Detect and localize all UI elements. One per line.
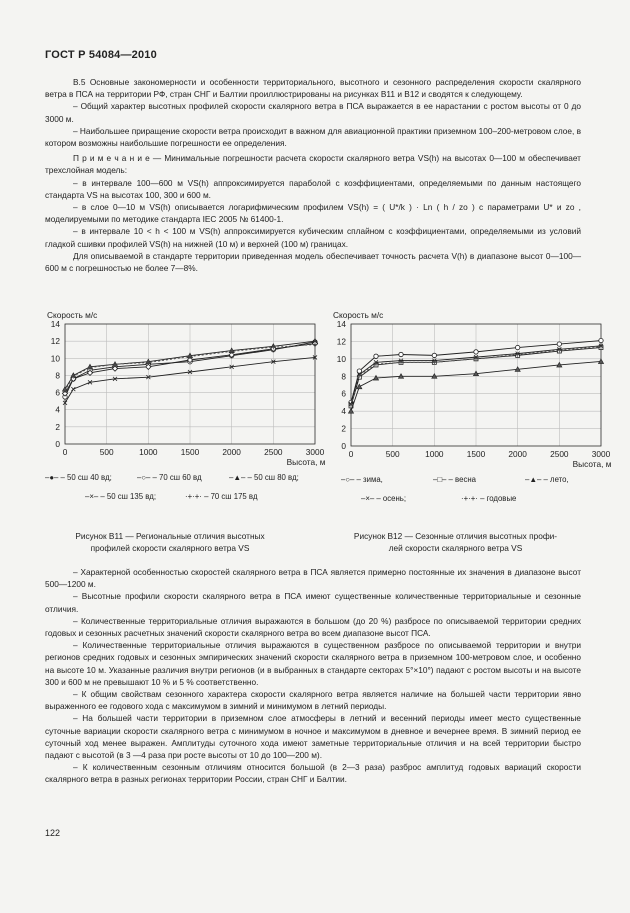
x-tick-label: 0: [348, 449, 354, 459]
figures-svg: [35, 308, 612, 563]
legend-item: [525, 475, 569, 484]
paragraph: – Количественные территориальные отличия выражаются в большом (до 20 %) разбросе по описываемой территории средних годовых и сезонных расчетных значений скорости скалярного ветра во всем диапазоне высот ПСА.: [45, 615, 581, 639]
chart-b12: [333, 310, 612, 503]
legend-symbol: ·+·+·: [461, 494, 478, 503]
caption-line: Рисунок В11 — Региональные отличия высотных: [75, 531, 265, 541]
legend-symbol: –○–: [341, 475, 355, 484]
x-tick-label: 1500: [466, 449, 486, 459]
x-tick-label: 500: [385, 449, 400, 459]
y-tick-label: 14: [50, 319, 60, 329]
legend-symbol: –▲–: [525, 475, 542, 484]
y-tick-label: 2: [55, 421, 60, 432]
y-tick-label: 0: [55, 439, 60, 449]
legend-symbol: –□–: [433, 475, 447, 484]
legend-label: – 50 сш 40 вд;: [58, 473, 112, 482]
paragraph: – На большей части территории в приземном слое атмосферы в летний и весенний периоды имеет место существенные суточные вариации скорости скалярного ветра с минимумом в ночное и максимумом в дневное и вечернее время. В зимний период ее суточный ход менее выражен. Амплитуды суточного хода имеют заметные территориальные отличия и на всей территории быстро падают с высотой (в 3 —4 раза при росте высоты от 10 до 100—200 м).: [45, 713, 581, 761]
legend-item: [461, 494, 516, 503]
legend-symbol: –○–: [137, 473, 151, 482]
legend-label: – 70 сш 175 вд: [201, 492, 258, 501]
caption-line: профилей скорости скалярного ветра VS: [90, 543, 250, 553]
data-point: [374, 354, 378, 358]
legend-item: [341, 475, 383, 484]
data-point: [432, 353, 436, 357]
note-paragraph: П р и м е ч а н и е — Минимальные погрешности расчета скорости скалярного ветра VS(h) на высотах 0—100 м обеспечивает трехслойная модель:: [45, 153, 581, 176]
legend-item: [137, 473, 202, 482]
document-header: ГОСТ Р 54084—2010: [45, 49, 157, 61]
figure-caption-b11: [35, 530, 305, 554]
legend-label: – осень;: [374, 494, 407, 503]
x-tick-label: 2000: [508, 449, 527, 459]
y-tick-label: 10: [336, 353, 346, 364]
legend-symbol: –●–: [45, 473, 59, 482]
legend-item: [45, 473, 112, 482]
y-tick-label: 8: [341, 371, 346, 382]
y-tick-label: 14: [336, 319, 346, 329]
legend-item: [185, 492, 258, 501]
y-tick-label: 8: [55, 370, 60, 381]
caption-line: Рисунок В12 — Сезонные отличия высотных профи-: [353, 531, 558, 541]
data-point: [599, 338, 603, 342]
x-tick-label: 500: [99, 447, 114, 457]
legend-symbol: ·+·+·: [185, 492, 202, 501]
data-point: [229, 349, 233, 353]
data-point: [399, 352, 403, 356]
x-tick-label: 1500: [180, 447, 200, 457]
legend-item: [433, 475, 477, 484]
legend-label: – весна: [446, 475, 476, 484]
legend-symbol: –×–: [361, 494, 375, 503]
y-axis-label: Скорость м/с: [333, 310, 384, 320]
legend-item: [85, 492, 156, 501]
y-tick-label: 4: [341, 406, 346, 417]
x-tick-label: 0: [62, 447, 68, 457]
caption-line: лей скорости скалярного ветра VS: [388, 543, 523, 553]
legend-label: – зима,: [354, 475, 383, 484]
x-tick-label: 2000: [222, 447, 241, 457]
paragraph: – в интервале 100—600 м VS(h) аппроксимируется параболой с коэффициентами, определяемыми по данным настоящего стандарта VS на высотах 100, 300 и 600 м.: [45, 177, 581, 200]
data-point: [474, 350, 478, 354]
legend-symbol: –×–: [85, 492, 99, 501]
x-axis-label: Высота, м: [286, 457, 326, 467]
y-tick-label: 0: [341, 441, 346, 451]
paragraph: – в интервале 10 < h < 100 м VS(h) аппроксимируется кубическим сплайном с коэффициентами, определяемыми из условий гладкой сшивки профилей VS(h) на нижней (10 м) и верхней (100 м) границах.: [45, 226, 581, 249]
legend-item: [229, 473, 299, 482]
data-point: [515, 345, 519, 349]
y-tick-label: 12: [50, 336, 60, 347]
paragraph: В.5 Основные закономерности и особенности территориального, высотного и сезонного распределения скорости скалярного ветра в ПСА на территории РФ, стран СНГ и Балтии проиллюстрированы на рисунках В11 и В12 и сводятся к следующему.: [45, 77, 581, 100]
legend-label: – лето,: [541, 475, 569, 484]
legend-symbol: –▲–: [229, 473, 246, 482]
paragraph: – в слое 0—10 м VS(h) описывается логарифмическим профилем VS(h) = ( U*/k ) · Ln ( h / zo ) с параметрами U* и zo , моделируемыми по методике стандарта IEC 2005 № 61400-1.: [45, 202, 581, 225]
x-axis-label: Высота, м: [572, 459, 612, 469]
paragraph: Для описываемой в стандарте территории приведенная модель обеспечивает точность расчета V(h) в диапазоне высот 0—100—600 м с погрешностью не более 7—8%.: [45, 250, 581, 274]
findings-section: [45, 566, 581, 786]
paragraph: – Наибольшее приращение скорости ветра происходит в важном для авиационной практики приземном 100–200-метровом слое, в котором возможны наибольшие погрешности ее определения.: [45, 125, 582, 149]
x-tick-label: 2500: [550, 449, 569, 459]
x-tick-label: 1000: [139, 447, 158, 457]
y-tick-label: 10: [50, 353, 60, 364]
legend-label: – 70 сш 60 вд: [150, 473, 202, 482]
x-tick-label: 3000: [305, 447, 325, 457]
paragraph: – Общий характер высотных профилей скорости скалярного ветра в ПСА выражается в ее нарастании с ростом высоты от 0 до 3000 м.: [45, 101, 581, 124]
legend-label: – 50 сш 135 вд;: [98, 492, 157, 501]
y-tick-label: 2: [341, 423, 346, 434]
x-tick-label: 3000: [591, 449, 611, 459]
paragraph: – Высотные профили скорости скалярного ветра в ПСА имеют существенные количественные территориальные и сезонные отличия.: [45, 591, 581, 614]
x-tick-label: 1000: [425, 449, 444, 459]
y-tick-label: 6: [55, 387, 60, 398]
legend-label: – годовые: [477, 494, 517, 503]
paragraph: – Количественные территориальные отличия выражаются в существенном разбросе по описываемой территории и внутри регионов средних годовых и сезонных эмпирических значений скорости скалярного ветра в приземном 100-метровом слое, и особенно на высоте 10 м. Указанные различия внутри регионов (и в выбранных в стандарте секторах 5°×10°) падают с ростом высоты и на высоте 300 и 600 м не превышают 10 % и 5 % соответственно.: [45, 640, 581, 687]
y-tick-label: 6: [341, 388, 346, 399]
page-number: 122: [45, 828, 61, 838]
legend-label: – 50 сш 80 вд;: [245, 473, 299, 482]
data-point: [557, 342, 561, 346]
paragraph: – Характерной особенностью скоростей скалярного ветра в ПСА является примерно постоянные их значения в диапазоне высот 500—1200 м.: [45, 567, 581, 590]
figure-caption-b12: [318, 530, 593, 554]
y-axis-label: Скорость м/с: [47, 310, 98, 320]
legend-item: [361, 494, 406, 503]
x-tick-label: 2500: [264, 447, 283, 457]
paragraph: – К общим свойствам сезонного характера скорости скалярного ветра является наличие на большей части территории явно выраженного ее годового хода с максимумом в зимний и минимумом в летний периоды.: [45, 689, 581, 712]
paragraph: – К количественным сезонным отличиям относится большой (в 2—3 раза) разброс амплитуд годовых вариаций скорости скалярного ветра в разных регионах территории России, стран СНГ и Балтии.: [45, 762, 581, 785]
y-tick-label: 12: [336, 336, 346, 347]
chart-b11: [45, 310, 326, 501]
intro-section: [45, 76, 581, 274]
data-point: [71, 387, 75, 391]
y-tick-label: 4: [55, 404, 60, 415]
